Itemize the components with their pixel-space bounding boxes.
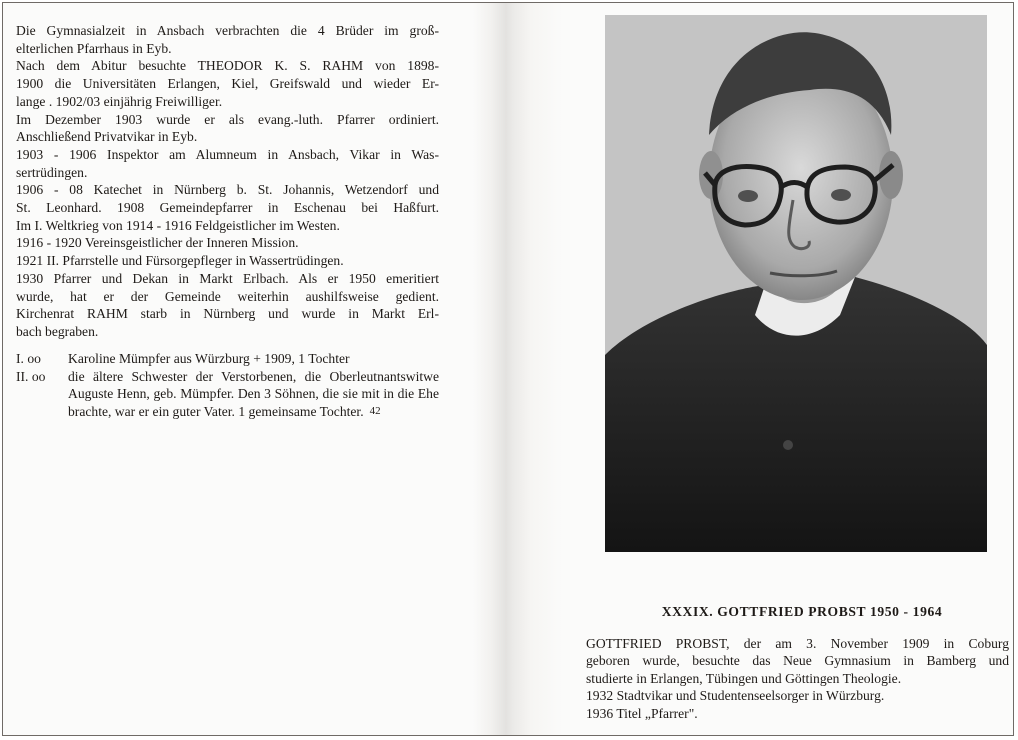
marriage-entry	[16, 368, 439, 421]
left-page	[3, 3, 503, 735]
text-line: 1916 - 1920 Vereinsgeistlicher der Inneren Mission.	[16, 235, 299, 251]
text-line: studierte in Erlangen, Tübingen und Göttingen Theologie.	[586, 670, 902, 686]
text-line: 1932 Stadtvikar und Studentenseelsorger in Würzburg.	[586, 688, 885, 704]
marriage-number: II. oo	[16, 368, 46, 384]
text-line: 1906 - 08 Katechet in Nürnberg b. St. Johannis, Wetzendorf und	[16, 182, 439, 198]
marriage-text: die ältere Schwester der Verstorbenen, die Oberleutnantswitwe Auguste Henn, geb. Mümpfer. Den 3 Söhnen, die sie mit in die Ehe brachte, war er ein guter Vater. 1 gemeinsame Tochter.	[68, 368, 439, 420]
text-line: bach begraben.	[16, 323, 99, 339]
right-page	[508, 3, 1013, 735]
text-line: sertrüdingen.	[16, 164, 88, 180]
biography-text	[16, 22, 439, 341]
text-line: geboren wurde, besuchte das Neue Gymnasium in Bamberg und	[586, 653, 1009, 669]
text-line: Im I. Weltkrieg von 1914 - 1916 Feldgeistlicher im Westen.	[16, 217, 340, 233]
marriage-text: Karoline Mümpfer aus Würzburg + 1909, 1 Tochter	[68, 351, 350, 366]
biography-text	[586, 635, 1009, 722]
section-heading: XXXIX. GOTTFRIED PROBST 1950 - 1964	[661, 604, 943, 619]
text-line: elterlichen Pfarrhaus in Eyb.	[16, 40, 172, 56]
text-line: Nach dem Abitur besuchte THEODOR K. S. RAHM von 1898-	[16, 58, 439, 74]
page-number: 42	[369, 405, 381, 418]
portrait-illustration	[605, 15, 987, 552]
marriage-list	[16, 350, 439, 421]
text-line: GOTTFRIED PROBST, der am 3. November 1909 in Coburg	[586, 636, 1009, 651]
text-line: 1936 Titel „Pfarrer".	[586, 705, 698, 721]
text-line: 1903 - 1906 Inspektor am Alumneum in Ansbach, Vikar in Was-	[16, 146, 439, 162]
text-line: Kirchenrat RAHM starb in Nürnberg und wurde in Markt Erl-	[16, 306, 439, 322]
text-line: Die Gymnasialzeit in Ansbach verbrachten die 4 Brüder im groß-	[16, 23, 439, 38]
marriage-number: I. oo	[16, 351, 41, 366]
text-line: Anschließend Privatvikar in Eyb.	[16, 129, 198, 145]
text-line: lange . 1902/03 einjährig Freiwilliger.	[16, 93, 223, 109]
portrait-photo	[605, 15, 987, 552]
book-spread	[2, 2, 1014, 736]
text-line: Im Dezember 1903 wurde er als evang.-luth. Pfarrer ordiniert.	[16, 111, 439, 127]
marriage-entry	[16, 350, 439, 368]
text-line: 1900 die Universitäten Erlangen, Kiel, Greifswald und wieder Er-	[16, 76, 439, 92]
text-line: wurde, hat er der Gemeinde weiterhin aushilfsweise gedient.	[16, 288, 439, 304]
text-line: St. Leonhard. 1908 Gemeindepfarrer in Eschenau bei Haßfurt.	[16, 200, 439, 216]
text-line: 1930 Pfarrer und Dekan in Markt Erlbach. Als er 1950 emeritiert	[16, 270, 439, 286]
text-line: 1921 II. Pfarrstelle und Fürsorgepfleger in Wassertrüdingen.	[16, 253, 344, 269]
